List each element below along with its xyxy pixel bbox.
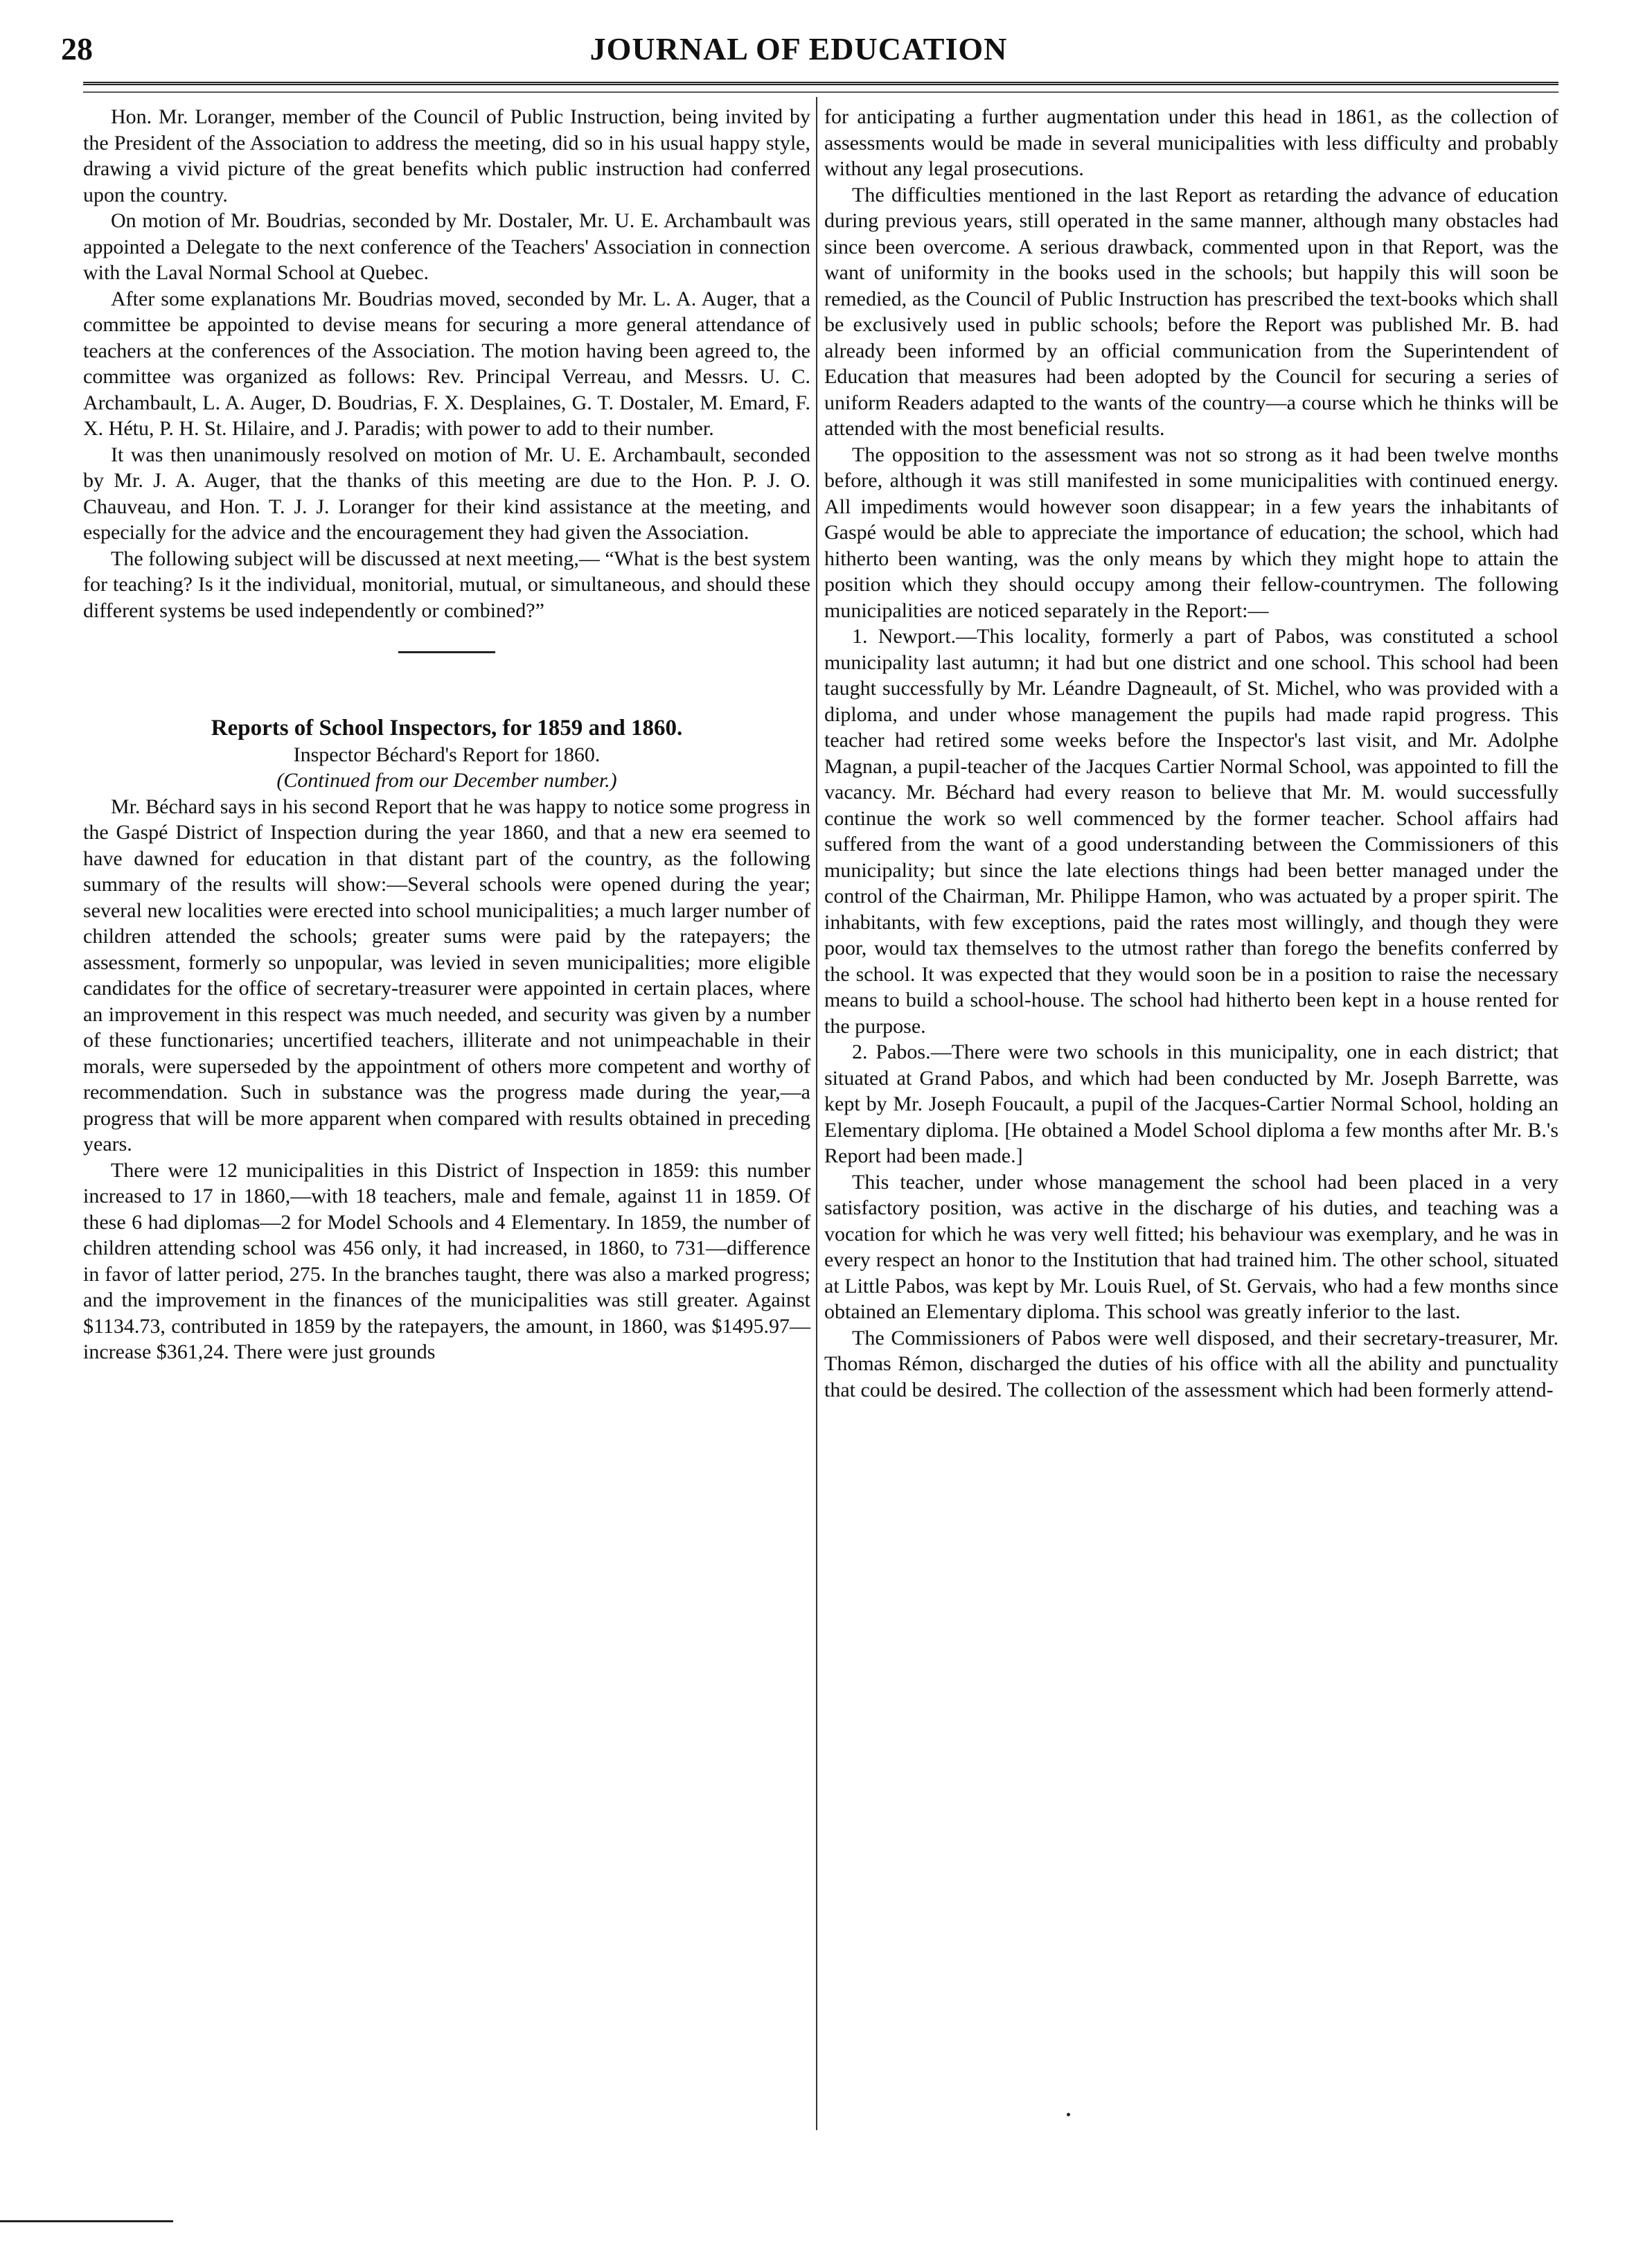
paragraph: for anticipating a further augmentation under this head in 1861, as the collection of assessments would be made in several municipalities with less difficulty and probably without any legal prosecutions. [824,105,1558,180]
left-column [83,104,810,1365]
page-number: 28 [61,31,93,67]
page-mark [1067,2113,1070,2116]
paragraph: On motion of Mr. Boudrias, seconded by Mr. Dostaler, Mr. U. E. Archambault was appointed a Delegate to the next conference of the Teachers' Association in connection with the Laval Normal School at Quebec. [83,209,810,284]
paragraph: The Commissioners of Pabos were well disposed, and their secretary-treasurer, Mr. Thomas Rémon, discharged the duties of his office with all the ability and punctuality that could be desired. The collection of the assessment which had been formerly attend- [824,1326,1558,1401]
page-header [61,28,1536,76]
paragraph-pabos: 2. Pabos.—There were two schools in this municipality, one in each district; that situated at Grand Pabos, and which had been conducted by Mr. Joseph Barrette, was kept by Mr. Joseph Foucault, a pupil of the Jacques-Cartier Normal School, holding an Elementary diploma. [He obtained a Model School diploma a few months after Mr. B.'s Report had been made.] [824,1040,1558,1167]
paragraph-newport: 1. Newport.—This locality, formerly a part of Pabos, was constituted a school municipality last autumn; it had but one district and one school. This school had been taught successfully by Mr. Léandre Dagneault, of St. Michel, who was provided with a diploma, and under whose management the pupils had made rapid progress. This teacher had retired some weeks before the Inspector's last visit, and Mr. Adolphe Magnan, a pupil-teacher of the Jacques Cartier Normal School, was appointed to fill the vacancy. Mr. Béchard had every reason to believe that Mr. M. would successfully continue the work so well commenced by the former teacher. School affairs had suffered from the want of a good understanding between the Commissioners of this municipality; but since the late elections things had been better managed under the control of the Chairman, Mr. Philippe Hamon, who was actuated by a proper spirit. The inhabitants, with few exceptions, paid the rates most willingly, and though they were poor, would tax themselves to the utmost rather than forego the benefits conferred by the school. It was expected that they would soon be in a position to raise the necessary means to build a school-house. The school had hitherto been kept in a house rented for the purpose. [824,625,1558,1038]
paragraph: Hon. Mr. Loranger, member of the Council of Public Instruction, being invited by the President of the Association to address the meeting, did so in his usual happy style, drawing a vivid picture of the great benefits which public instruction had conferred upon the country. [83,105,810,206]
paragraph: The difficulties mentioned in the last Report as retarding the advance of education during previous years, still operated in the same manner, although many obstacles had since been overcome. A serious drawback, commented upon in that Report, was the want of uniformity in the books used in the schools; but happily this will soon be remedied, as the Council of Public Instruction has prescribed the text-books which shall be exclusively used in public schools; before the Report was published Mr. B. had already been informed by an official communication from the Superintendent of Education that measures had been adopted by the Council for securing a series of uniform Readers adapted to the wants of the country—a course which he thinks will be attended with the most beneficial results. [824,183,1558,440]
journal-title: JOURNAL OF EDUCATION [589,31,1008,67]
section-separator-rule [398,651,495,653]
paragraph: There were 12 municipalities in this District of Inspection in 1859: this number increased to 17 in 1860,—with 18 teachers, male and female, against 11 in 1859. Of these 6 had diplomas—2 for Model Schools and 4 Elementary. In 1859, the number of children attending school was 456 only, it had increased, in 1860, to 731—difference in favor of latter period, 275. In the branches taught, there was also a marked progress; and the improvement in the finances of the municipalities was still greater. Against $1134.73, contributed in 1859 by the ratepayers, the amount, in 1860, was $1495.97—increase $361,24. There were just grounds [83,1158,810,1363]
paragraph: It was then unanimously resolved on motion of Mr. U. E. Archambault, seconded by Mr. J. A. Auger, that the thanks of this meeting are due to the Hon. P. J. O. Chauveau, and Hon. T. J. J. Loranger for their kind assistance at the meeting, and especially for the advice and the encouragement they had given the Association. [83,443,810,544]
report-subheading: Inspector Béchard's Report for 1860. [293,743,601,766]
footer-rule [0,2220,173,2222]
column-divider [816,97,817,2130]
paragraph: The opposition to the assessment was not so strong as it had been twelve months before, although it was still manifested in some municipalities with continued energy. All impediments would however soon disappear; in a few years the inhabitants of Gaspé would be able to appreciate the importance of education; the school, which had hitherto been wanting, was the only means by which they might hope to attain the position which they should occupy among their fellow-countrymen. The following municipalities are noticed separately in the Report:— [824,443,1558,622]
paragraph: Mr. Béchard says in his second Report that he was happy to notice some progress in the Gaspé District of Inspection during the year 1860, and that a new era seemed to have dawned for education in that distant part of the country, as the following summary of the results will show:—Several schools were opened during the year; several new localities were erected into school municipalities; a much larger number of children attended the schools; greater sums were paid by the ratepayers; the assessment, formerly so unpopular, was levied in seven municipalities; more eligible candidates for the office of secretary-treasurer were appointed in certain places, where an improvement in this respect was much needed, and security was given by a number of these functionaries; uncertified teachers, illiterate and not unimpeachable in their morals, were superseded by the appointment of others more competent and worthy of recommendation. Such in substance was the progress made during the year,—a progress that will be more apparent when compared with results obtained in preceding years. [83,795,810,1155]
right-column [824,104,1558,1403]
header-rule [83,82,1558,85]
paragraph: After some explanations Mr. Boudrias moved, seconded by Mr. L. A. Auger, that a committee be appointed to devise means for securing a more general attendance of teachers at the conferences of the Association. The motion having been agreed to, the committee was organized as follows: Rev. Principal Verreau, and Messrs. U. C. Archambault, L. A. Auger, D. Boudrias, F. X. Desplaines, G. T. Dostaler, M. Emard, F. X. Hétu, P. H. St. Hilaire, and J. Paradis; with power to add to their number. [83,287,810,440]
paragraph: The following subject will be discussed at next meeting,— “What is the best system for teaching? Is it the individual, monitorial, mutual, or simultaneous, and should these different systems be used independently or combined?” [83,547,810,622]
continued-note: (Continued from our December number.) [276,769,617,792]
paragraph: This teacher, under whose management the school had been placed in a very satisfactory position, was active in the discharge of his duties, and teaching was a vocation for which he was very well fitted; his behaviour was exemplary, and he was in every respect an honor to the Institution that had trained him. The other school, situated at Little Pabos, was kept by Mr. Louis Ruel, of St. Gervais, who had a few months since obtained an Elementary diploma. This school was greatly inferior to the last. [824,1170,1558,1323]
section-heading: Reports of School Inspectors, for 1859 and 1860. [211,716,683,741]
header-rule-thin [83,91,1558,93]
